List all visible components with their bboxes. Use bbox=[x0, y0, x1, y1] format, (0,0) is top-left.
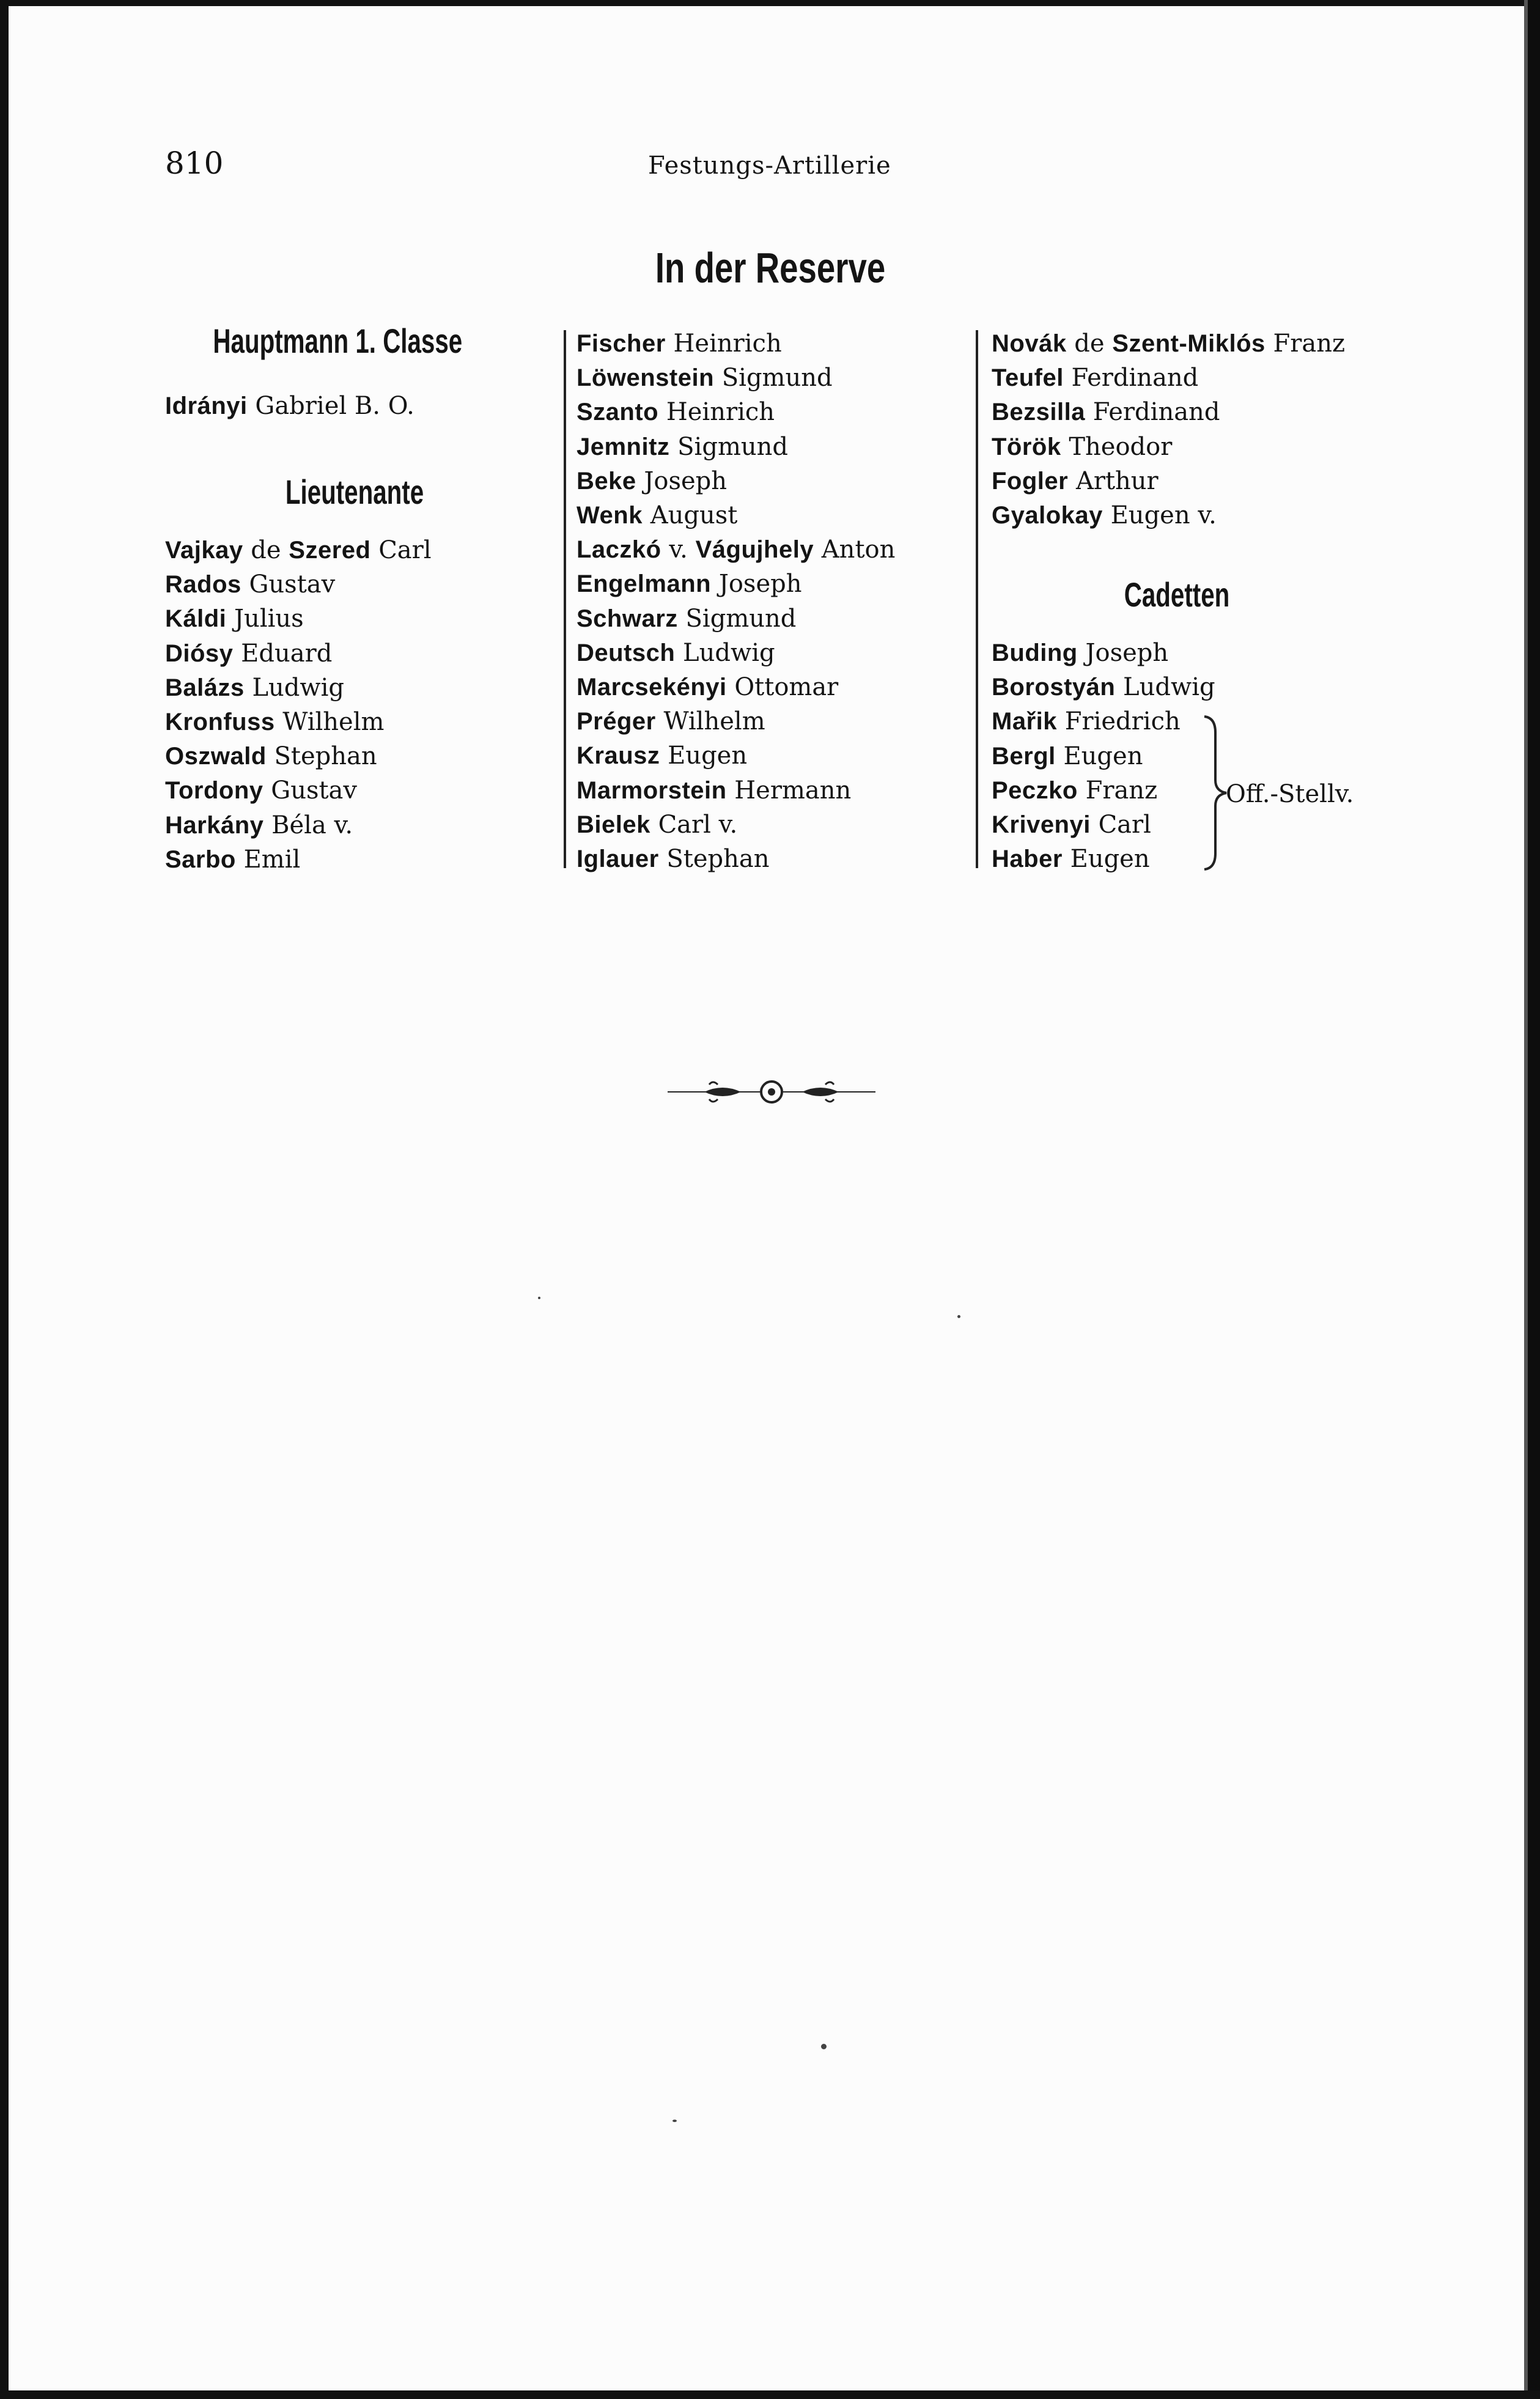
list-item bbox=[992, 670, 1215, 704]
list-item bbox=[992, 636, 1168, 670]
entry-surname: Fischer bbox=[577, 330, 666, 357]
list-item bbox=[165, 389, 414, 423]
entry-given-name: Eugen bbox=[1070, 845, 1150, 874]
entry-given-name: Carl v. bbox=[658, 810, 738, 839]
scan-border-bottom bbox=[0, 2390, 1540, 2399]
entry-given-name: Eugen bbox=[668, 742, 748, 770]
entry-surname-second: Szent-Miklós bbox=[1112, 330, 1266, 357]
entry-surname: Marcsekényi bbox=[577, 674, 727, 701]
entry-surname: Török bbox=[992, 433, 1061, 460]
column-rule-right bbox=[976, 330, 978, 868]
entry-surname: Engelmann bbox=[577, 570, 712, 598]
entry-given-name: Joseph bbox=[1085, 639, 1169, 667]
list-item bbox=[577, 808, 737, 842]
entry-surname: Préger bbox=[577, 708, 656, 735]
entry-surname: Idrányi bbox=[165, 392, 248, 419]
scan-speck bbox=[821, 2044, 827, 2049]
entry-given-name: Ferdinand bbox=[1092, 398, 1220, 427]
entry-surname: Oszwald bbox=[165, 743, 267, 770]
entry-surname: Rados bbox=[165, 571, 241, 599]
entry-given-name: Sigmund bbox=[685, 604, 797, 633]
list-item bbox=[577, 602, 796, 636]
list-item bbox=[577, 636, 775, 670]
entry-surname: Tordony bbox=[165, 777, 263, 805]
entry-surname: Fogler bbox=[992, 467, 1069, 495]
entry-surname: Gyalokay bbox=[992, 502, 1103, 529]
entry-given-name: v. bbox=[669, 536, 688, 564]
list-item bbox=[992, 808, 1151, 842]
list-item bbox=[992, 842, 1150, 876]
section-heading-lieutenante: Lieutenante bbox=[285, 473, 424, 511]
entry-given-name: de bbox=[251, 536, 281, 564]
entry-surname: Bergl bbox=[992, 742, 1056, 770]
entry-surname: Diósy bbox=[165, 639, 234, 667]
entry-surname: Marmorstein bbox=[577, 776, 727, 804]
entry-surname: Balázs bbox=[165, 674, 245, 701]
scan-border-right bbox=[1528, 0, 1540, 2399]
list-item bbox=[992, 395, 1220, 429]
list-item bbox=[165, 739, 377, 773]
entry-given-name: Carl bbox=[1098, 811, 1151, 839]
entry-given-name: Wilhelm bbox=[663, 707, 765, 736]
entry-given-name: de bbox=[1074, 330, 1105, 358]
list-item bbox=[577, 773, 851, 808]
list-item bbox=[165, 636, 332, 671]
entry-given-name: Gustav bbox=[249, 570, 336, 599]
list-item bbox=[577, 739, 747, 773]
list-item bbox=[577, 326, 782, 361]
entry-given-name: Stephan bbox=[666, 845, 770, 873]
entry-given-name: Hermann bbox=[734, 776, 852, 805]
scan-border-top bbox=[0, 0, 1540, 6]
list-item bbox=[577, 395, 775, 429]
entry-surname: Harkány bbox=[165, 811, 264, 839]
entry-surname: Jemnitz bbox=[577, 433, 670, 460]
entry-surname: Wenk bbox=[577, 502, 643, 529]
entry-surname-second: Vágujhely bbox=[695, 536, 814, 564]
list-item bbox=[165, 533, 432, 567]
scan-border-left bbox=[0, 0, 9, 2399]
entry-given-name-second: Franz bbox=[1273, 330, 1346, 358]
entry-given-name: Arthur bbox=[1075, 466, 1159, 495]
entry-given-name: Joseph bbox=[718, 570, 802, 599]
entry-surname: Iglauer bbox=[577, 846, 659, 872]
entry-given-name: Ludwig bbox=[252, 673, 345, 702]
section-heading-cadetten: Cadetten bbox=[1124, 575, 1230, 614]
scan-speck bbox=[538, 1297, 540, 1299]
entry-given-name: Eugen v. bbox=[1110, 501, 1217, 529]
entry-given-name: Eugen bbox=[1063, 742, 1143, 770]
entry-surname: Schwarz bbox=[577, 605, 678, 632]
entry-given-name: Sigmund bbox=[677, 432, 789, 461]
entry-given-name-second: Anton bbox=[821, 536, 896, 564]
list-item bbox=[577, 464, 727, 498]
list-item bbox=[992, 464, 1159, 498]
list-item bbox=[992, 773, 1157, 808]
entry-given-name: Theodor bbox=[1069, 432, 1173, 461]
entry-surname: Novák bbox=[992, 330, 1067, 357]
entry-surname: Borostyán bbox=[992, 674, 1116, 701]
entry-surname: Vajkay bbox=[165, 537, 243, 564]
page-number: 810 bbox=[165, 146, 224, 181]
list-item bbox=[992, 430, 1172, 464]
brace-label: Off.-Stellv. bbox=[1226, 780, 1354, 808]
list-item bbox=[165, 671, 344, 705]
list-item bbox=[577, 704, 765, 739]
list-item bbox=[577, 498, 737, 532]
entry-given-name: Joseph bbox=[644, 466, 728, 495]
scan-speck bbox=[957, 1315, 960, 1318]
list-item bbox=[165, 808, 353, 842]
entry-surname: Szanto bbox=[577, 399, 659, 426]
entry-given-name: Ludwig bbox=[1123, 673, 1215, 702]
entry-surname: Mařik bbox=[992, 708, 1057, 735]
entry-surname: Sarbo bbox=[165, 846, 236, 873]
entry-given-name: Gustav bbox=[271, 776, 357, 805]
entry-surname: Haber bbox=[992, 846, 1063, 873]
list-item bbox=[165, 842, 300, 877]
fleuron-divider-icon bbox=[668, 1077, 875, 1107]
list-item bbox=[992, 739, 1143, 773]
entry-given-name: Eduard bbox=[241, 639, 333, 668]
entry-given-name: Ludwig bbox=[683, 638, 775, 667]
entry-given-name: Ottomar bbox=[734, 673, 839, 701]
list-item bbox=[165, 773, 357, 808]
entry-surname: Krausz bbox=[577, 742, 660, 770]
page-title: In der Reserve bbox=[655, 244, 886, 292]
entry-given-name: Heinrich bbox=[666, 398, 775, 427]
entry-given-name: Stephan bbox=[274, 742, 377, 771]
list-item bbox=[992, 498, 1217, 532]
entry-surname: Káldi bbox=[165, 605, 227, 633]
entry-given-name: Emil bbox=[243, 845, 301, 874]
scan-speck bbox=[672, 2120, 677, 2122]
entry-given-name: Béla v. bbox=[271, 811, 353, 839]
list-item bbox=[165, 705, 384, 739]
entry-given-name: Sigmund bbox=[721, 364, 833, 392]
list-item bbox=[577, 567, 802, 601]
entry-surname: Peczko bbox=[992, 776, 1078, 804]
list-item bbox=[577, 430, 788, 464]
entry-surname-second: Szered bbox=[289, 537, 371, 564]
entry-given-name: Heinrich bbox=[673, 330, 782, 358]
running-head: Festungs-Artillerie bbox=[648, 152, 891, 180]
entry-given-name-second: Carl bbox=[378, 536, 432, 564]
entry-given-name: Franz bbox=[1085, 776, 1158, 805]
entry-surname: Krivenyi bbox=[992, 811, 1091, 838]
list-item bbox=[992, 326, 1345, 361]
entry-given-name: Ferdinand bbox=[1071, 364, 1199, 392]
entry-given-name: Gabriel B. O. bbox=[255, 392, 414, 420]
entry-given-name: Julius bbox=[234, 605, 304, 633]
entry-surname: Kronfuss bbox=[165, 709, 275, 735]
entry-surname: Bielek bbox=[577, 811, 650, 838]
entry-surname: Laczkó bbox=[577, 536, 661, 564]
entry-given-name: August bbox=[650, 501, 738, 529]
entry-surname: Teufel bbox=[992, 364, 1064, 392]
entry-surname: Löwenstein bbox=[577, 364, 715, 392]
list-item bbox=[992, 704, 1181, 739]
entry-given-name: Wilhelm bbox=[282, 708, 385, 736]
list-item bbox=[165, 567, 335, 602]
section-heading-hauptmann: Hauptmann 1. Classe bbox=[213, 322, 463, 360]
list-item bbox=[577, 842, 770, 876]
entry-given-name: Friedrich bbox=[1064, 707, 1181, 736]
list-item bbox=[992, 361, 1198, 395]
list-item bbox=[165, 602, 304, 636]
entry-surname: Bezsilla bbox=[992, 399, 1085, 426]
list-item bbox=[577, 361, 833, 395]
list-item bbox=[577, 670, 838, 704]
column-rule-left bbox=[564, 330, 566, 868]
entry-surname: Deutsch bbox=[577, 639, 676, 666]
entry-surname: Beke bbox=[577, 467, 636, 495]
entry-surname: Buding bbox=[992, 639, 1078, 666]
list-item bbox=[577, 532, 895, 567]
